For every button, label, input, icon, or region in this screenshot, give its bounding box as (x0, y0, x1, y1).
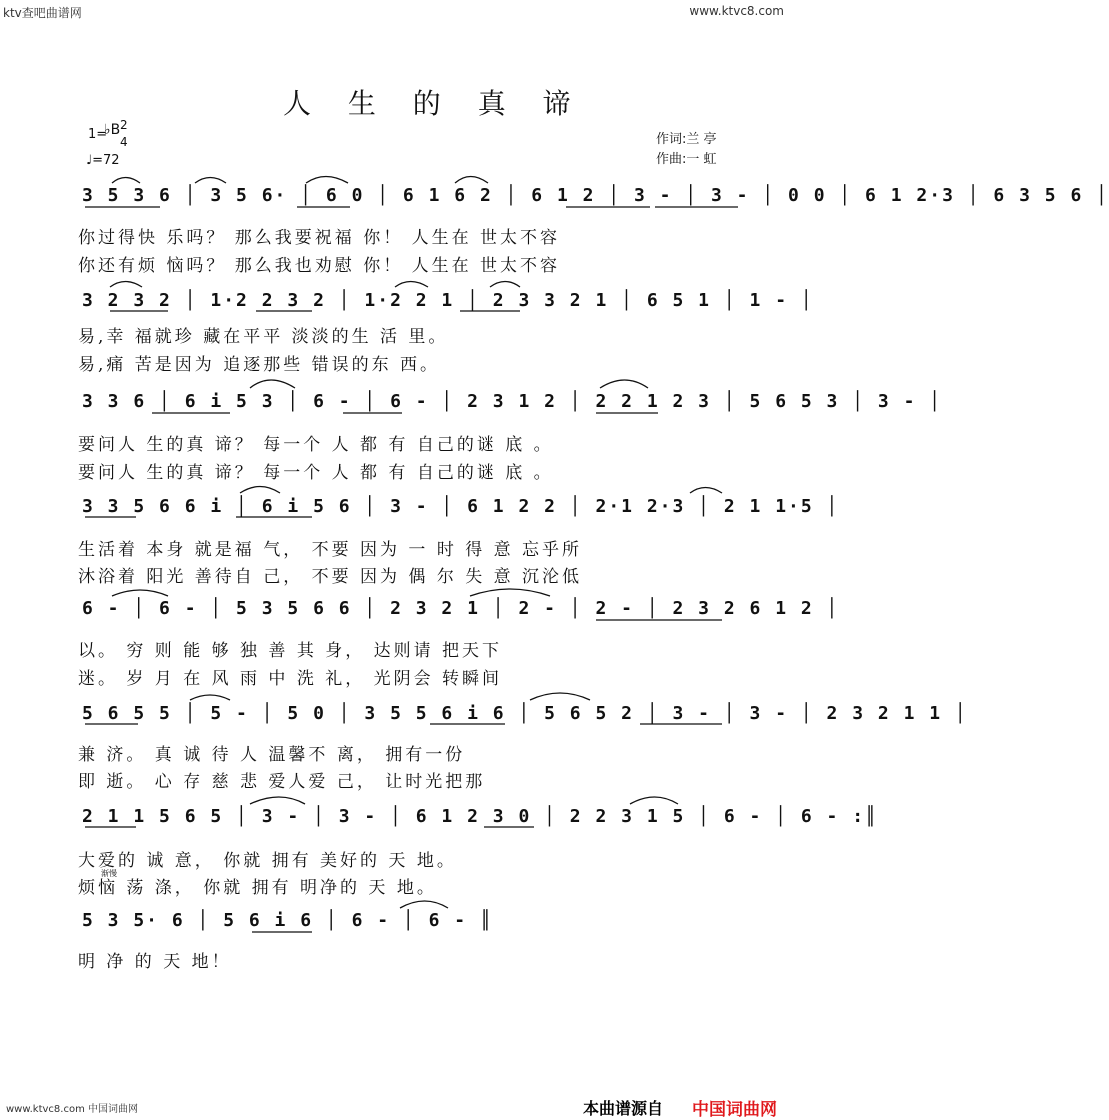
lyric-verse-1: 你过得快 乐吗？ 那么我要祝福 你！ 人生在 世太不容 (78, 228, 561, 248)
lyric-verse-2: 你还有烦 恼吗？ 那么我也劝慰 你！ 人生在 世太不容 (78, 256, 561, 276)
slur (530, 693, 590, 700)
slur (112, 590, 168, 596)
performance-note: 渐慢 (101, 869, 117, 878)
time-bottom: 4 (120, 135, 128, 149)
watermark-right: www.ktvc8.com (689, 4, 784, 18)
lyric-verse-1: 大爱的 诚 意， 你就 拥有 美好的 天 地。 (78, 851, 457, 871)
slur (630, 797, 678, 804)
lyric-verse-1: 易,幸 福就珍 藏在平平 淡淡的生 活 里。 (78, 327, 449, 347)
lyric-verse-2: 烦恼 荡 涤， 你就 拥有 明净的 天 地。 (78, 878, 437, 898)
slur (490, 282, 520, 288)
notation-line: 3 3 6 │ 6 i 5 3 │ 6 - │ 6 - │ 2 3 1 2 │ 2 2 1 2 3 │ 5 6 5 3 │ 3 - │ (82, 391, 943, 412)
slur (455, 177, 488, 184)
notation-line: 3 3 5 6 6 i │ 6 i 5 6 │ 3 - │ 6 1 2 2 │ 2·1 2·3 │ 2 1 1·5 │ (82, 496, 840, 517)
tempo-mark: ♩=72 (86, 153, 120, 168)
slur (112, 178, 140, 184)
slur (240, 487, 280, 494)
slur (400, 901, 448, 908)
time-top: 2 (120, 118, 128, 132)
slur (306, 177, 348, 184)
slur (250, 797, 305, 804)
footer-source-label: 本曲谱源自 (583, 1099, 664, 1118)
composer-credit: 作曲:一 虹 (656, 152, 717, 167)
notation-line: 5 6 5 5 │ 5 - │ 5 0 │ 3 5 5 6 i 6 │ 5 6 5 2 │ 3 - │ 3 - │ 2 3 2 1 1 │ (82, 703, 968, 724)
notation-line: 5 3 5· 6 │ 5 6 i 6 │ 6 - │ 6 - ║ (82, 910, 493, 931)
lyric-final: 明 净 的 天 地！ (78, 952, 232, 972)
notation-line: 6 - │ 6 - │ 5 3 5 6 6 │ 2 3 2 1 │ 2 - │ 2 - │ 2 3 2 6 1 2 │ (82, 598, 840, 619)
notation-line: 3 5 3 6 │ 3 5 6· │ 6 0 │ 6 1 6 2 │ 6 1 2 │ 3 - │ 3 - │ 0 0 │ 6 1 2·3 │ 6 3 5 6 │ (82, 185, 1109, 206)
footer-url: www.ktvc8.com 中国词曲网 (6, 1104, 139, 1115)
slur (600, 380, 648, 388)
slur (470, 589, 550, 596)
slur (190, 695, 230, 700)
slur (195, 178, 226, 184)
lyric-verse-1: 生活着 本身 就是福 气， 不要 因为 一 时 得 意 忘乎所 (78, 540, 583, 560)
lyric-verse-1: 兼 济。 真 诚 待 人 温馨不 离， 拥有一份 (78, 745, 466, 765)
slur (690, 488, 722, 494)
key-flat: ♭B (104, 122, 121, 138)
slur (395, 282, 428, 288)
lyric-verse-2: 易,痛 苦是因为 追逐那些 错误的东 西。 (78, 355, 441, 375)
lyric-verse-2: 即 逝。 心 存 慈 悲 爱人爱 己， 让时光把那 (78, 772, 486, 792)
lyric-verse-2: 要问人 生的真 谛？ 每一个 人 都 有 自己的谜 底 。 (78, 463, 554, 483)
lyricist-credit: 作词:兰 亭 (656, 132, 717, 147)
footer-source-name: 中国词曲网 (692, 1100, 777, 1120)
notation-line: 2 1 1 5 6 5 │ 3 - │ 3 - │ 6 1 2 3 0 │ 2 2 3 1 5 │ 6 - │ 6 - :║ (82, 806, 878, 827)
lyric-verse-2: 沐浴着 阳光 善待自 己， 不要 因为 偶 尔 失 意 沉沦低 (78, 567, 583, 587)
key-label: 1= (88, 127, 108, 142)
notation-line: 3 2 3 2 │ 1·2 2 3 2 │ 1·2 2 1 │ 2 3 3 2 1 │ 6 5 1 │ 1 - │ (82, 290, 814, 311)
lyric-verse-2: 迷。 岁 月 在 风 雨 中 洗 礼， 光阴会 转瞬间 (78, 669, 503, 689)
slur (250, 380, 295, 388)
lyric-verse-1: 要问人 生的真 谛？ 每一个 人 都 有 自己的谜 底 。 (78, 435, 554, 455)
song-title: 人 生 的 真 谛 (283, 87, 585, 120)
slur (110, 282, 142, 288)
watermark-left: ktv查吧曲谱网 (3, 6, 82, 20)
lyric-verse-1: 以。 穷 则 能 够 独 善 其 身， 达则请 把天下 (78, 641, 503, 661)
